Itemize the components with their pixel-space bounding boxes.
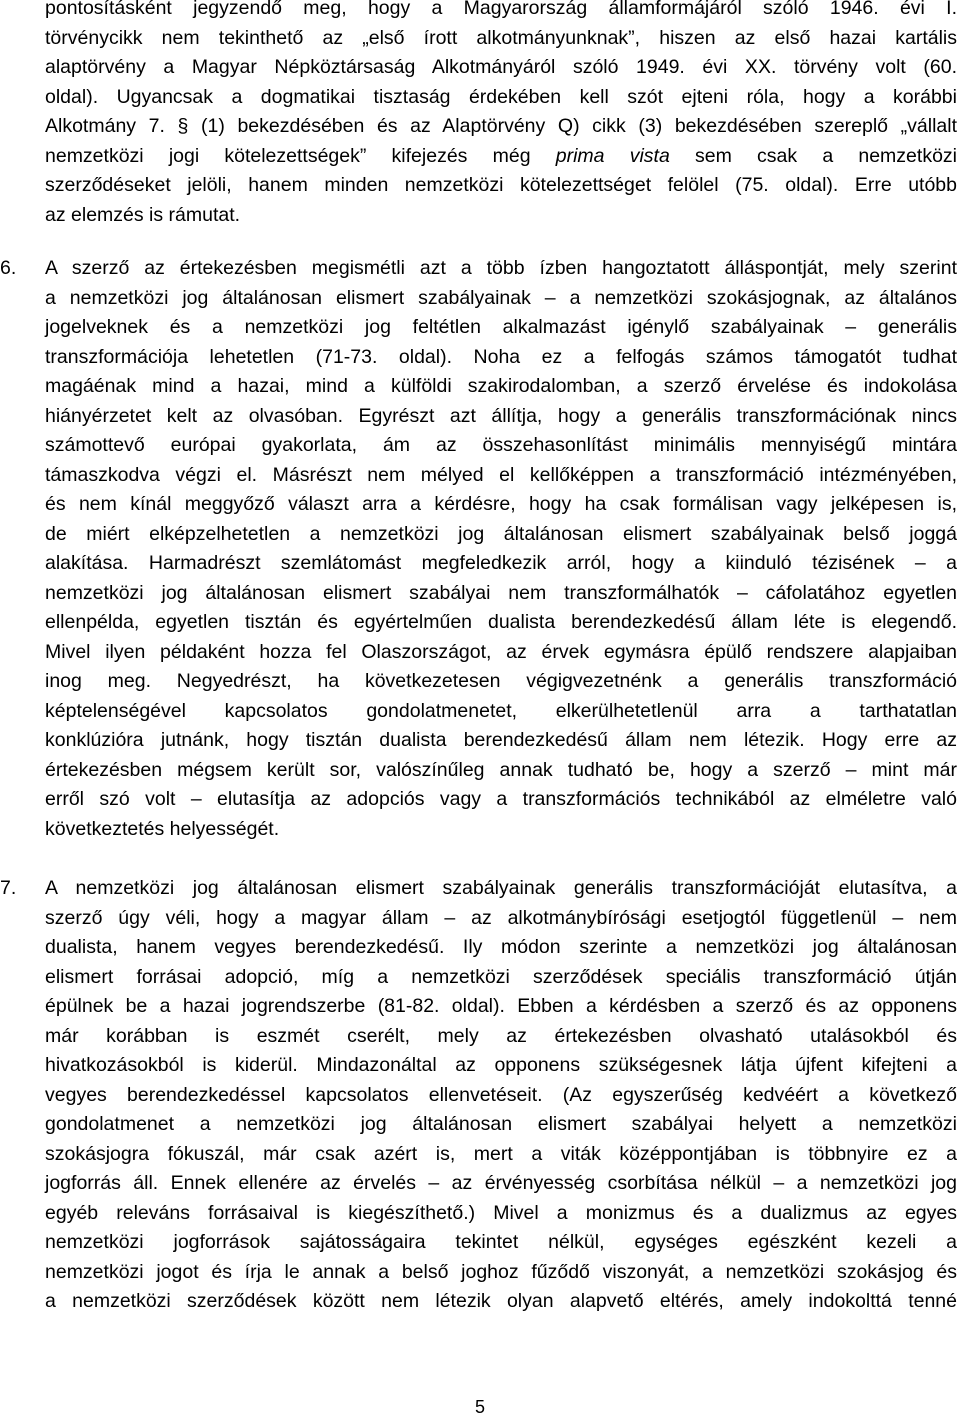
text-line: nemzetközi jogot és írja le annak a belső joghoz fűződő viszonyát, a nemzetközi szokásjog és xyxy=(45,1260,957,1283)
text-line: hivatkozásokból is kiderül. Mindazonáltal az opponens szükségesnek látja újfent kifejteni a xyxy=(45,1054,957,1076)
text-line: az elemzés is rámutat. xyxy=(45,203,241,226)
text-line: vegyes berendezkedéssel kapcsolatos ellenvetéseit. (Az egyszerűség kedvéért a következő xyxy=(45,1083,957,1106)
text-line: elismert forrásai adopció, míg a nemzetközi szerződések speciális transzformáció útján xyxy=(45,965,957,988)
text-line: épülnek be a hazai jogrendszerbe (81-82. oldal). Ebben a kérdésben a szerző és az opponens xyxy=(45,995,957,1017)
text-line: oldal). Ugyancsak a dogmatikai tisztaság érdekében kell szót ejteni róla, hogy a korábbi xyxy=(45,85,957,108)
text-line: számottevő európai gyakorlata, ám az összehasonlítást minimális mennyiségű mintára xyxy=(45,434,957,456)
text-line: A szerző az értekezésben megismétli azt a több ízben hangoztatott álláspontját, mely szerint xyxy=(45,257,957,279)
text-line: pontosításként jegyzendő meg, hogy a Magyarország államformájáról szóló 1946. évi I. xyxy=(45,0,957,19)
section-number-7: 7. xyxy=(0,877,17,899)
text-line: ellenpélda, egyetlen tisztán és egyértelműen dualista berendezkedésű állam léte is elegendő. xyxy=(45,611,957,633)
text-line: de miért elképzelhetetlen a nemzetközi jog általánosan elismert szabályainak belső joggá xyxy=(45,522,957,545)
section-number-6: 6. xyxy=(0,257,17,279)
text-line: dualista, hanem vegyes berendezkedésű. Ily módon szerinte a nemzetközi jog általánosan xyxy=(45,936,957,958)
text-line-with-italic xyxy=(45,142,957,172)
page-footer xyxy=(0,1396,960,1418)
text-fragment: nemzetközi jogi kötelezettségek” kifejezés még xyxy=(45,144,556,167)
text-line: szerző úgy véli, hogy a magyar állam – az alkotmánybírósági esetjogtól függetlenül – nem xyxy=(45,906,957,929)
text-line: szerződéseket jelöli, hanem minden nemzetközi kötelezettséget felölel (75. oldal). Erre utóbb xyxy=(45,174,957,196)
text-line: Mivel ilyen példaként hozza fel Olaszországot, az érvek egymásra épülő rendszere alapjaiban xyxy=(45,640,957,663)
text-line: nemzetközi jogforrások sajátosságaira tekintet nélkül, egységes egészként kezeli a xyxy=(45,1231,957,1253)
text-line: támaszkodva végzi el. Másrészt nem mélyed el kellőképpen a transzformáció intézményében, xyxy=(45,463,957,486)
text-line: szokásjogra fókuszál, már csak azért is, mert a viták középpontjában is többnyire ez a xyxy=(45,1142,957,1165)
section-6-paragraph xyxy=(45,254,957,844)
text-line: törvénycikk nem tekinthető az „első írott alkotmányunknak”, hiszen az első hazai kartális xyxy=(45,26,957,49)
text-line: A nemzetközi jog általánosan elismert szabályainak generális transzformációját elutasítva, a xyxy=(45,877,957,899)
text-line: gondolatmenet a nemzetközi jog általánosan elismert szabályai helyett a nemzetközi xyxy=(45,1113,957,1135)
text-line: jogforrás áll. Ennek ellenére az érvelés – az érvényesség csorbítása nélkül – a nemzetközi jog xyxy=(45,1172,957,1194)
text-line: értekezésben mégsem került sor, valószínűleg annak tudható be, hogy a szerző – mint már xyxy=(45,758,957,781)
text-line: Alkotmány 7. § (1) bekezdésében és az Alaptörvény Q) cikk (3) bekezdésében szereplő „vállalt xyxy=(45,115,957,137)
text-line: hiányérzetet kelt az olvasóban. Egyrészt azt állítja, hogy a generális transzformációnak nincs xyxy=(45,404,957,427)
text-line: erről szó volt – elutasítja az adopciós vagy a transzformációs technikából az elméletre való xyxy=(45,788,957,810)
text-line: inog meg. Negyedrészt, ha következetesen végigvezetnénk a generális transzformáció xyxy=(45,670,957,692)
text-line: magáénak mind a hazai, mind a külföldi szakirodalomban, a szerző érvelése és indokolása xyxy=(45,375,957,397)
text-line: a nemzetközi jog általánosan elismert szabályainak – a nemzetközi szokásjognak, az általános xyxy=(45,286,957,309)
text-line: konklúzióra jutnánk, hogy tisztán dualista berendezkedésű állam nem létezik. Hogy erre az xyxy=(45,729,957,751)
text-line: jogelveknek és a nemzetközi jog feltétlen alkalmazást igénylő szabályainak – generális xyxy=(45,316,957,338)
text-line: transzformációja lehetetlen (71-73. oldal). Noha ez a felfogás számos támogatót tudhat xyxy=(45,345,957,368)
section-7-paragraph xyxy=(45,874,957,1317)
text-line: és nem kínál meggyőző választ arra a kérdésre, hogy ha csak formálisan vagy jelképesen is, xyxy=(45,493,957,515)
text-line: alakítása. Harmadrészt szemlátomást megfeledkezik arról, hogy a kiinduló tézisének – a xyxy=(45,552,957,574)
text-fragment: sem csak a nemzetközi xyxy=(669,144,957,167)
text-line: egyéb releváns forrásaival is kiegészíthető.) Mivel a monizmus és a dualizmus az egyes xyxy=(45,1201,957,1224)
text-line: következtetés helyességét. xyxy=(45,817,280,840)
text-line: képtelenségével kapcsolatos gondolatmenetet, elkerülhetetlenül arra a tarthatatlan xyxy=(45,699,957,722)
text-line: a nemzetközi szerződések között nem létezik olyan alapvető eltérés, amely indokolttá tenné xyxy=(45,1290,957,1312)
text-line: már korábban is eszmét cserélt, mely az értekezésben olvasható utalásokból és xyxy=(45,1024,957,1047)
italic-phrase: prima vista xyxy=(555,144,670,167)
page-number: 5 xyxy=(474,1397,485,1417)
text-line: nemzetközi jog általánosan elismert szabályai nem transzformálhatók – cáfolatához egyetlen xyxy=(45,581,957,604)
intro-paragraph xyxy=(45,0,957,230)
text-line: alaptörvény a Magyar Népköztársaság Alkotmányáról szóló 1949. évi XX. törvény volt (60. xyxy=(45,56,957,78)
